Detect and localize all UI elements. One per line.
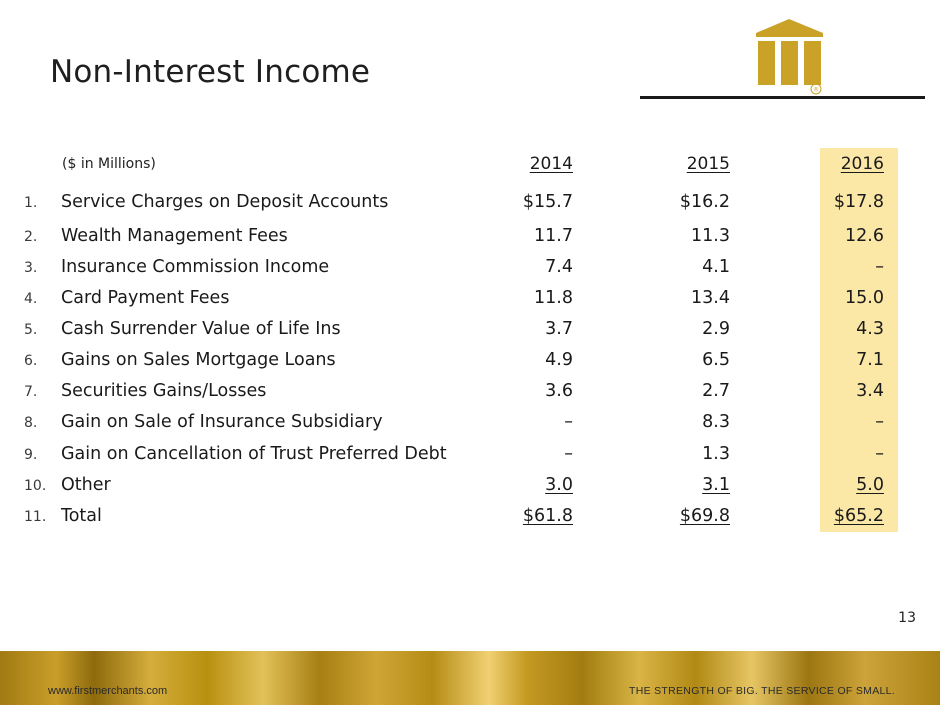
value-2015: 11.3 [691,226,730,246]
page-title: Non-Interest Income [50,54,371,90]
value-2016: – [875,257,884,277]
value-2014: $15.7 [522,192,573,212]
table-row [0,257,940,288]
value-2014: 7.4 [545,257,573,277]
table-row [0,381,940,412]
value-2016: $17.8 [833,192,884,212]
row-label: Cash Surrender Value of Life Ins [61,319,341,339]
value-2015: $69.8 [679,506,730,526]
footer-band [0,651,940,705]
table-row [0,350,940,381]
row-label: Insurance Commission Income [61,257,330,277]
row-label: Securities Gains/Losses [61,381,267,401]
row-label: Card Payment Fees [61,288,230,308]
row-number: 1. [24,195,38,211]
value-2014: $61.8 [522,506,573,526]
row-label: Total [61,506,102,526]
footer-website-link[interactable]: www.firstmerchants.com [48,685,168,697]
value-2016: – [875,412,884,432]
year-header-2014: 2014 [529,154,573,174]
value-2015: 2.7 [702,381,730,401]
value-2016: 3.4 [856,381,884,401]
row-label: Wealth Management Fees [61,226,288,246]
value-2016: 5.0 [856,475,884,495]
table-row [0,226,940,257]
value-2015: 13.4 [691,288,730,308]
value-2014: – [564,444,573,464]
year-header-2015: 2015 [686,154,730,174]
value-2016: 7.1 [856,350,884,370]
value-2016: 12.6 [845,226,884,246]
table-row [0,412,940,443]
row-label: Other [61,475,111,495]
value-2014: 3.0 [545,475,573,495]
row-number: 5. [24,322,38,338]
row-number: 7. [24,384,38,400]
logo-registered-mark: ® [813,86,819,94]
page-number: 13 [898,610,916,626]
value-2014: – [564,412,573,432]
value-2014: 3.7 [545,319,573,339]
value-2014: 4.9 [545,350,573,370]
table-row [0,506,940,537]
value-2016: 15.0 [845,288,884,308]
row-number: 4. [24,291,38,307]
value-2014: 11.8 [534,288,573,308]
value-2016: – [875,444,884,464]
row-label: Service Charges on Deposit Accounts [61,192,389,212]
company-logo-icon [752,15,827,95]
units-label: ($ in Millions) [62,156,156,172]
table-row [0,288,940,319]
value-2015: 6.5 [702,350,730,370]
value-2015: 2.9 [702,319,730,339]
table-row [0,319,940,350]
row-number: 6. [24,353,38,369]
value-2016: 4.3 [856,319,884,339]
value-2015: 3.1 [702,475,730,495]
header-divider [640,96,925,99]
value-2015: 4.1 [702,257,730,277]
table-row [0,444,940,475]
row-number: 3. [24,260,38,276]
row-number: 9. [24,447,38,463]
row-number: 8. [24,415,38,431]
row-label: Gains on Sales Mortgage Loans [61,350,336,370]
value-2015: 1.3 [702,444,730,464]
value-2015: $16.2 [679,192,730,212]
row-number: 11. [24,509,47,525]
value-2015: 8.3 [702,412,730,432]
table-row [0,192,940,223]
value-2014: 11.7 [534,226,573,246]
table-row [0,475,940,506]
year-header-2016: 2016 [840,154,884,174]
row-number: 10. [24,478,47,494]
footer-tagline: THE STRENGTH OF BIG. THE SERVICE OF SMALL. [628,685,895,697]
row-label: Gain on Sale of Insurance Subsidiary [61,412,383,432]
row-number: 2. [24,229,38,245]
value-2016: $65.2 [833,506,884,526]
value-2014: 3.6 [545,381,573,401]
row-label: Gain on Cancellation of Trust Preferred Debt [61,444,447,464]
